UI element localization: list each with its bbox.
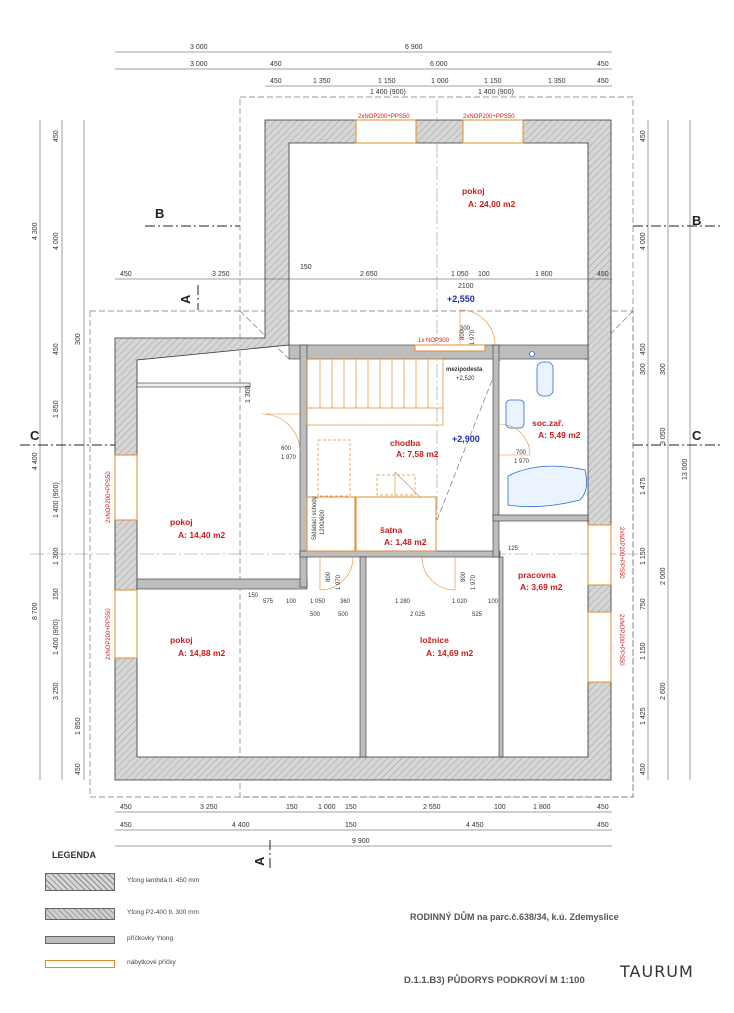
- door-4-w: 700: [516, 450, 527, 456]
- dim-mid-d: 2 650: [360, 271, 378, 278]
- dim-left-inner-10: 1 850: [75, 717, 82, 735]
- level-mark-2: +2,900: [452, 434, 480, 444]
- room-area-satna: A: 1,48 m2: [384, 537, 427, 547]
- room-name-soc-zar: soc.zař.: [532, 418, 564, 428]
- dim-left-outer-a: 4 300: [32, 222, 39, 240]
- mezipodesta-label: mezipodesta: [446, 367, 483, 373]
- dim-bot-2c: 150: [345, 822, 357, 829]
- dim-int-2: 1 050: [310, 599, 326, 605]
- dim-int-8: 500: [310, 612, 321, 618]
- dim-bot-1a: 450: [120, 804, 132, 811]
- dim-left-inner-1: 450: [53, 130, 60, 142]
- window-label-right-2: 2xNOP200+PPS50: [618, 614, 624, 666]
- room-area-pokoj-3: A: 14,88 m2: [178, 648, 226, 658]
- room-area-chodba: A: 7,58 m2: [396, 449, 439, 459]
- dim-top-3f: 1 350: [548, 78, 566, 85]
- dim-top-2a: 3 000: [190, 61, 208, 68]
- section-c-right: C: [692, 428, 702, 443]
- dim-left-inner-3: 450: [53, 343, 60, 355]
- dim-top-2c: 6 000: [430, 61, 448, 68]
- door-4-h: 1 970: [514, 459, 530, 465]
- door-1-w: 600: [281, 446, 292, 452]
- dim-left-small-a: 300: [75, 333, 82, 345]
- door-5-w: 800: [460, 329, 466, 340]
- window-label-left-2: 2xNOP200+PPS50: [106, 608, 112, 660]
- legend-label-partitions: příčkovky Ytong: [127, 935, 174, 942]
- dim-bot-1e: 150: [345, 804, 357, 811]
- dim-int-14: 125: [508, 546, 519, 552]
- dim-int-4: 1 280: [395, 599, 411, 605]
- dim-top-2b: 450: [270, 61, 282, 68]
- room-name-satna: šatna: [380, 525, 403, 535]
- window-label-stair: 1x NOP300: [418, 338, 450, 344]
- dim-bot-3: 9 900: [352, 838, 370, 845]
- dim-left-inner-5: 1 400 (900): [53, 482, 60, 518]
- dim-int-10: 525: [472, 612, 483, 618]
- dim-int-11: 575: [263, 599, 274, 605]
- dim-bot-1c: 150: [286, 804, 298, 811]
- staircase: [307, 359, 443, 496]
- dim-right-3: 450: [640, 343, 647, 355]
- stairs-note-1: Skládací schody: [312, 496, 318, 540]
- dim-bot-2a: 450: [120, 822, 132, 829]
- dim-right-9: 2 000: [660, 567, 667, 585]
- legend-swatch-furniture: [45, 960, 115, 968]
- dim-left-outer-c: 8 700: [32, 602, 39, 620]
- dim-mid-c: 150: [300, 264, 312, 271]
- room-area-pokoj-2: A: 14,40 m2: [178, 530, 226, 540]
- drawing-title: D.1.1.B3) PŮDORYS PODKROVÍ M 1:100: [404, 975, 585, 986]
- section-a-top: A: [178, 294, 193, 304]
- room-area-pracovna: A: 3,69 m2: [520, 582, 563, 592]
- dim-left-inner-8: 1 400 (900): [53, 619, 60, 655]
- dim-bot-1b: 3 250: [200, 804, 218, 811]
- window-label-left-1: 2xNOP200+PPS50: [106, 471, 112, 523]
- dim-top-2d: 450: [597, 61, 609, 68]
- dim-bot-1h: 1 800: [533, 804, 551, 811]
- dim-int-13: 300: [460, 326, 471, 332]
- dim-right-10: 750: [640, 598, 647, 610]
- dim-int-7: 100: [488, 599, 499, 605]
- section-b-left: B: [155, 206, 165, 221]
- legend-label-furniture: nábytkové příčky: [127, 959, 176, 966]
- dim-top-3a: 450: [270, 78, 282, 85]
- door-2-h: 1 970: [336, 574, 342, 590]
- legend-label-ytong-300: Ytong P2-400 tl. 300 mm: [127, 909, 199, 916]
- dim-top-3g: 450: [597, 78, 609, 85]
- legend-swatch-hatch: [45, 873, 115, 891]
- legend-label-ytong-450: Ytong lambda tl. 450 mm: [127, 877, 200, 884]
- room-name-loznice: ložnice: [420, 635, 449, 645]
- room-name-pokoj-2: pokoj: [170, 517, 193, 527]
- legend-swatch-partition: [45, 936, 115, 944]
- dim-mid-a: 450: [120, 271, 132, 278]
- dim-left-outer-b: 4 400: [32, 452, 39, 470]
- door-5-h: 1 970: [470, 329, 476, 345]
- level-mark-1: +2,550: [447, 294, 475, 304]
- dim-right-13: 1 425: [640, 707, 647, 725]
- dim-int-1: 100: [286, 599, 297, 605]
- door-3-w: 800: [461, 571, 467, 582]
- project-title: RODINNÝ DŮM na parc.č.638/34, k.ú. Zdemyslice: [410, 912, 619, 922]
- dim-bot-2e: 450: [597, 822, 609, 829]
- stairs-note-2: 1200/600: [320, 509, 326, 535]
- mezipodesta-level: +2,520: [456, 376, 475, 382]
- door-3-h: 1 970: [471, 574, 477, 590]
- dim-right-12: 2 600: [660, 682, 667, 700]
- legend-title: LEGENDA: [52, 850, 97, 860]
- dim-bot-2b: 4 400: [232, 822, 250, 829]
- section-b-right: B: [692, 213, 702, 228]
- dim-top-1b: 6 900: [405, 44, 423, 51]
- dim-bot-1f: 2 550: [423, 804, 441, 811]
- dim-right-11: 1 150: [640, 642, 647, 660]
- dim-bot-2d: 4 450: [466, 822, 484, 829]
- dim-bot-1d: 1 000: [318, 804, 336, 811]
- dim-top-1a: 3 000: [190, 44, 208, 51]
- dim-right-14: 450: [640, 763, 647, 775]
- dim-int-6: 1 020: [452, 599, 468, 605]
- dim-mid-g: 1 800: [535, 271, 553, 278]
- room-area-soc-zar: A: 5,49 m2: [538, 430, 581, 440]
- section-c-left: C: [30, 428, 40, 443]
- dim-right-5: 300: [660, 363, 667, 375]
- dim-int-9: 500: [338, 612, 349, 618]
- dim-mid-f: 100: [478, 271, 490, 278]
- dim-right-2: 4 000: [640, 232, 647, 250]
- dim-top-3b: 1 350: [313, 78, 331, 85]
- dim-right-1: 450: [640, 130, 647, 142]
- door-2-w: 800: [326, 571, 332, 582]
- section-a-bottom: A: [252, 856, 267, 866]
- legend-swatch-cross: [45, 908, 115, 920]
- dim-mid-b: 3 250: [212, 271, 230, 278]
- dim-left-inner-7: 150: [53, 588, 60, 600]
- dim-right-6: 3 050: [660, 427, 667, 445]
- dim-top-4a: 1 400 (900): [370, 89, 406, 96]
- dim-left-small-b: 1 300: [245, 385, 252, 403]
- room-area-loznice: A: 14,69 m2: [426, 648, 474, 658]
- dim-left-inner-6: 1 300: [53, 547, 60, 565]
- room-name-chodba: chodba: [390, 438, 421, 448]
- dim-right-7: 1 475: [640, 477, 647, 495]
- dim-right-8: 1 150: [640, 547, 647, 565]
- dim-bot-1g: 100: [494, 804, 506, 811]
- dim-int-12: 150: [248, 593, 259, 599]
- dim-mid-h: 450: [597, 271, 609, 278]
- dim-mid-sub: 2100: [458, 283, 474, 290]
- dim-left-inner-2: 4 000: [53, 232, 60, 250]
- dim-top-3d: 1 000: [431, 78, 449, 85]
- window-label-top-left: 2xNOP200+PPS50: [358, 114, 410, 120]
- window-label-top-right: 2xNOP200+PPS50: [463, 114, 515, 120]
- room-name-pokoj-3: pokoj: [170, 635, 193, 645]
- dim-top-3c: 1 150: [378, 78, 396, 85]
- dim-left-inner-4: 1 850: [53, 400, 60, 418]
- dim-top-4b: 1 400 (900): [478, 89, 514, 96]
- dim-mid-e: 1 050: [451, 271, 469, 278]
- room-area-pokoj-1: A: 24,00 m2: [468, 199, 516, 209]
- dim-int-3: 360: [340, 599, 351, 605]
- room-name-pokoj-1: pokoj: [462, 186, 485, 196]
- dim-right-4: 300: [640, 363, 647, 375]
- door-1-h: 1 970: [281, 455, 297, 461]
- room-name-pracovna: pracovna: [518, 570, 556, 580]
- dim-left-inner-9: 3 250: [53, 682, 60, 700]
- dim-bot-1i: 450: [597, 804, 609, 811]
- dim-left-inner-11: 450: [75, 763, 82, 775]
- taurum-logo: TAURUM: [620, 962, 694, 981]
- window-label-right-1: 2xNOP200+PPS50: [618, 527, 624, 579]
- dim-top-3e: 1 150: [484, 78, 502, 85]
- dim-int-5: 2 025: [410, 612, 426, 618]
- dim-right-outer: 13 000: [682, 458, 689, 480]
